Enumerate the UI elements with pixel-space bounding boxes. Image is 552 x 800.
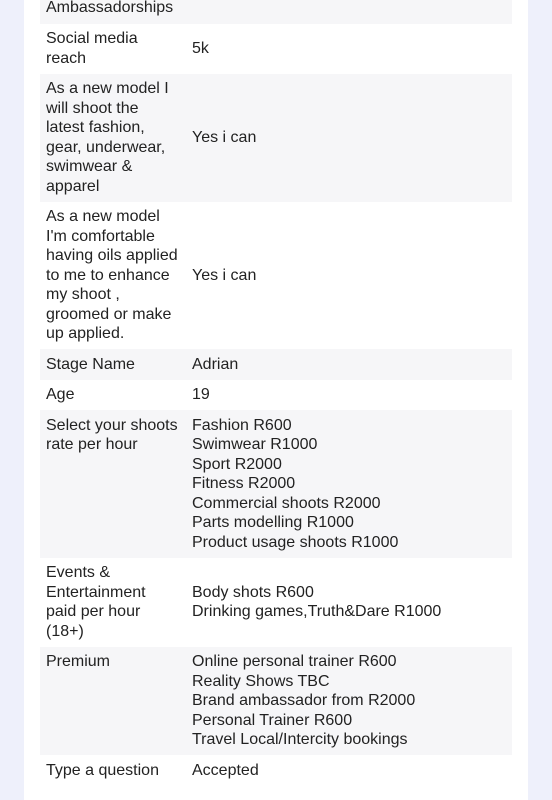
row-label: Events & Entertainment paid per hour (18+) (40, 558, 186, 647)
table-row (40, 74, 512, 202)
row-value: Fashion R600 Swimwear R1000 Sport R2000 Fitness R2000 Commercial shoots R2000 Parts modelling R1000 Product usage shoots R1000 (186, 410, 512, 558)
row-value: Adrian (186, 349, 512, 380)
row-value: 5k (186, 24, 512, 74)
row-value (186, 0, 512, 24)
row-value: Accepted (186, 755, 512, 786)
row-label: As a new model I will shoot the latest fashion, gear, underwear, swimwear & apparel (40, 74, 186, 202)
row-label: Select your shoots rate per hour (40, 410, 186, 558)
row-label: Premium (40, 647, 186, 756)
row-label: As a new model I'm comfortable having oils applied to me to enhance my shoot , groomed or make up applied. (40, 202, 186, 350)
row-value: Body shots R600 Drinking games,Truth&Dare R1000 (186, 558, 512, 647)
table-row (40, 558, 512, 647)
row-value: Yes i can (186, 202, 512, 350)
row-value: Yes i can (186, 74, 512, 202)
table-row (40, 380, 512, 411)
table-row (40, 647, 512, 756)
table-row (40, 24, 512, 74)
row-label: Social media reach (40, 24, 186, 74)
row-value: Online personal trainer R600 Reality Shows TBC Brand ambassador from R2000 Personal Trainer R600 Travel Local/Intercity bookings (186, 647, 512, 756)
table-row (40, 0, 512, 24)
row-label: Stage Name (40, 349, 186, 380)
row-value: 19 (186, 380, 512, 411)
row-label: Type a question (40, 755, 186, 786)
profile-details-table (40, 0, 512, 786)
table-row (40, 349, 512, 380)
table-row (40, 755, 512, 786)
table-row (40, 410, 512, 558)
row-label: Age (40, 380, 186, 411)
row-label: Ambassadorships (40, 0, 186, 24)
table-row (40, 202, 512, 350)
